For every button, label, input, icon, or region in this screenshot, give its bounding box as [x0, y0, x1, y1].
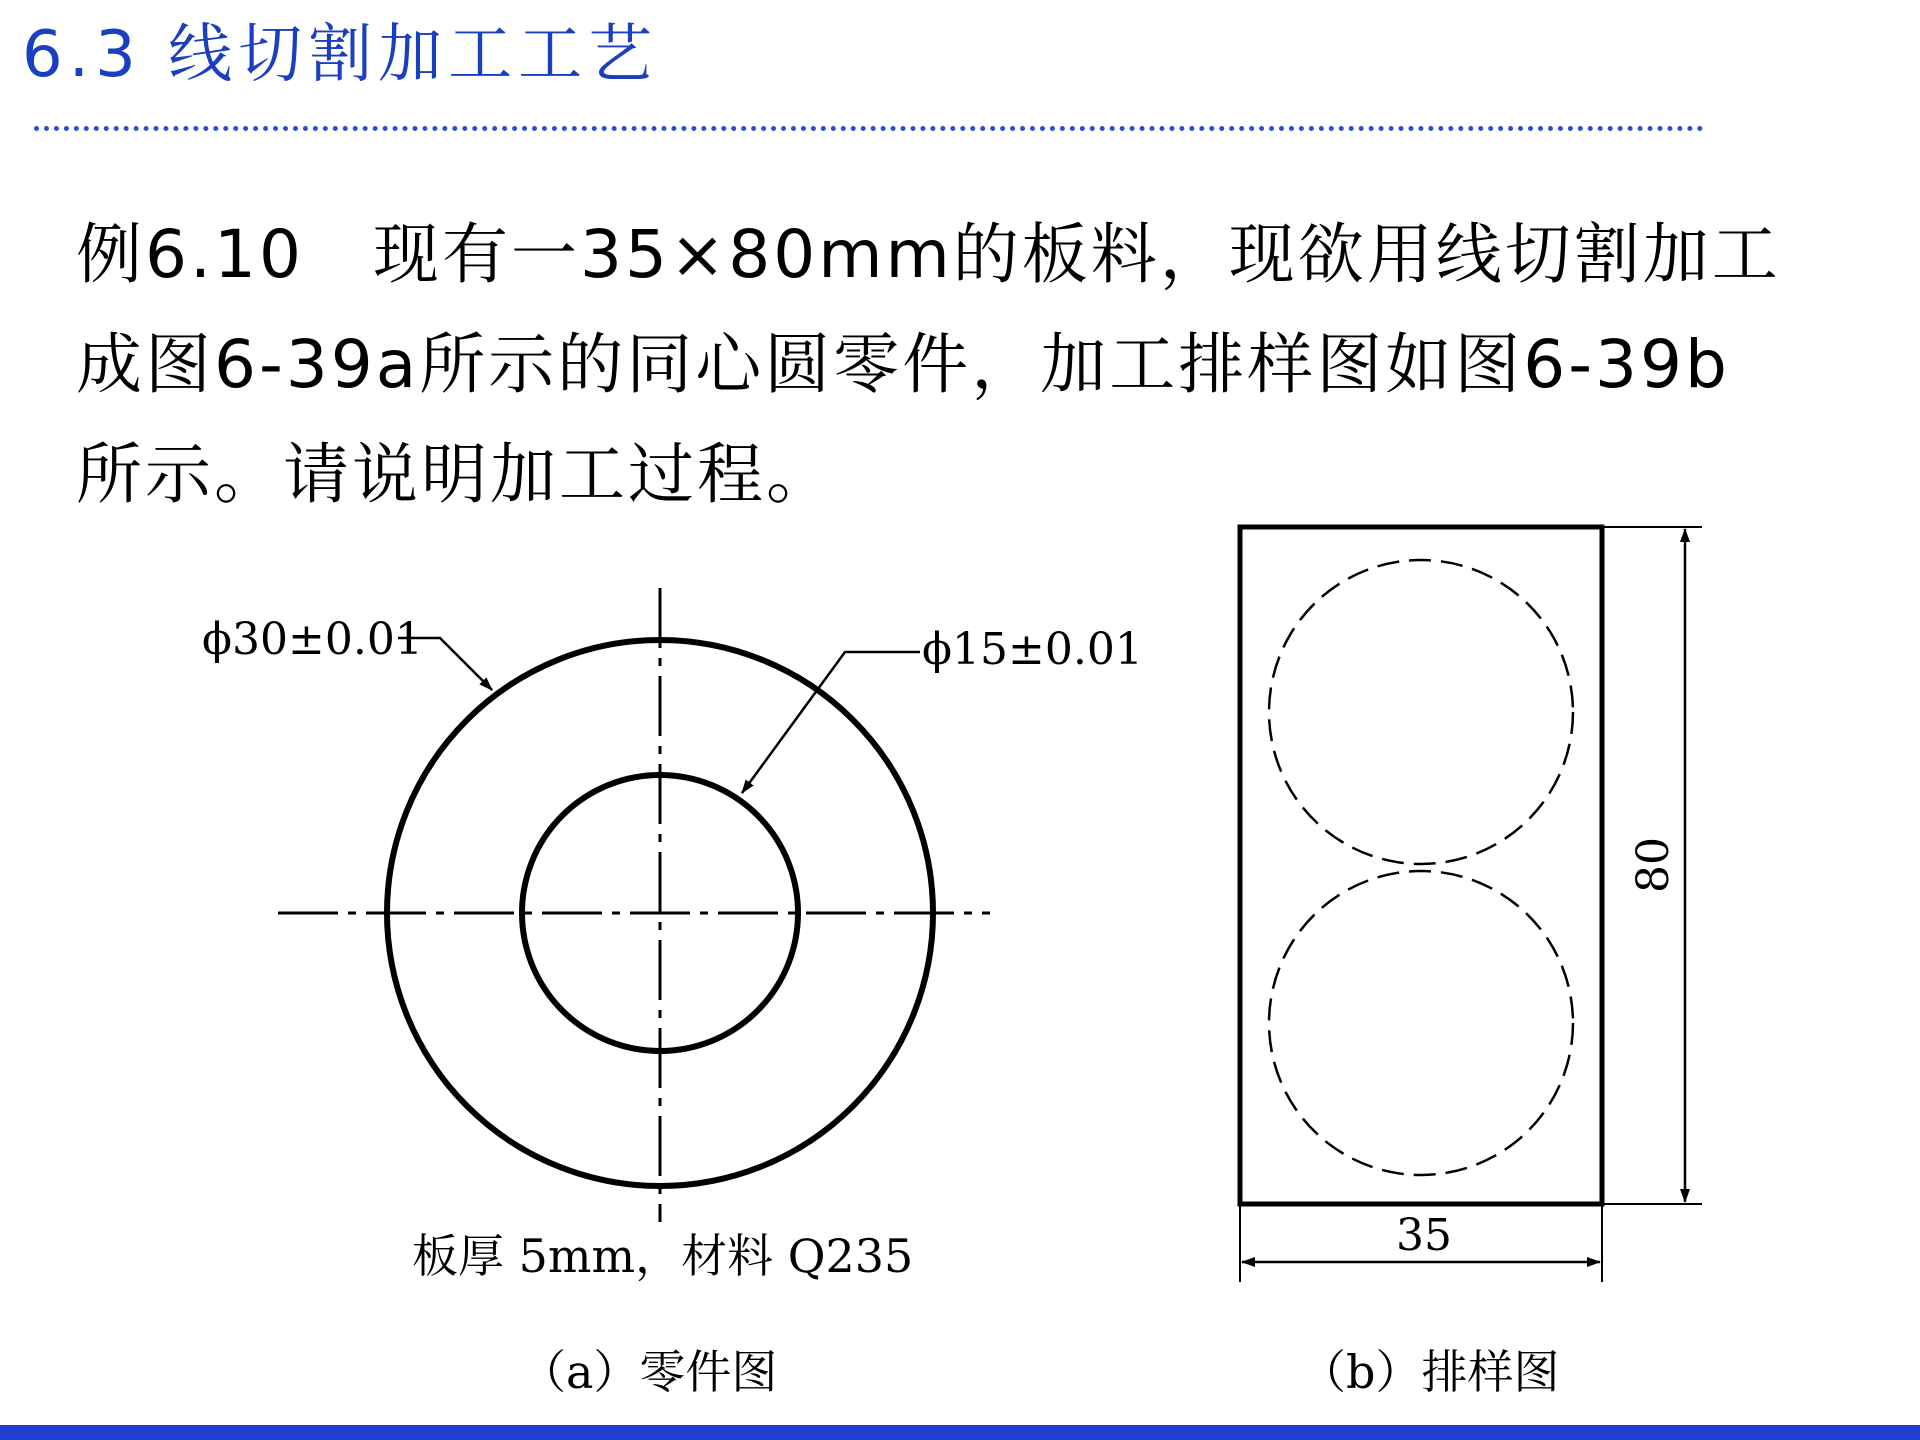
nested-circle-bottom [1269, 871, 1573, 1175]
page-title: 6.3 线切割加工工艺 [22, 18, 659, 92]
footer-bar [0, 1425, 1920, 1440]
problem-line-3: 所示。请说明加工过程。 [76, 436, 835, 513]
nesting-layout [1240, 527, 1702, 1399]
problem-line-1: 例6.10 现有一35×80mm的板料，现欲用线切割加工 [76, 216, 1781, 293]
part-drawing [202, 588, 1143, 1399]
caption-b: （b）排样图 [1300, 1345, 1560, 1399]
outer-dim-label: ϕ30±0.01 [202, 614, 423, 665]
width-dim-label: 35 [1396, 1210, 1452, 1261]
material-note: 板厚 5mm，材料 Q235 [412, 1229, 914, 1283]
problem-line-2: 成图6-39a所示的同心圆零件，加工排样图如图6-39b [76, 326, 1730, 403]
nested-circle-top [1269, 560, 1573, 864]
inner-dim-label: ϕ15±0.01 [922, 624, 1143, 675]
height-dim-label: 80 [1628, 837, 1679, 893]
caption-a: （a）零件图 [520, 1345, 778, 1399]
